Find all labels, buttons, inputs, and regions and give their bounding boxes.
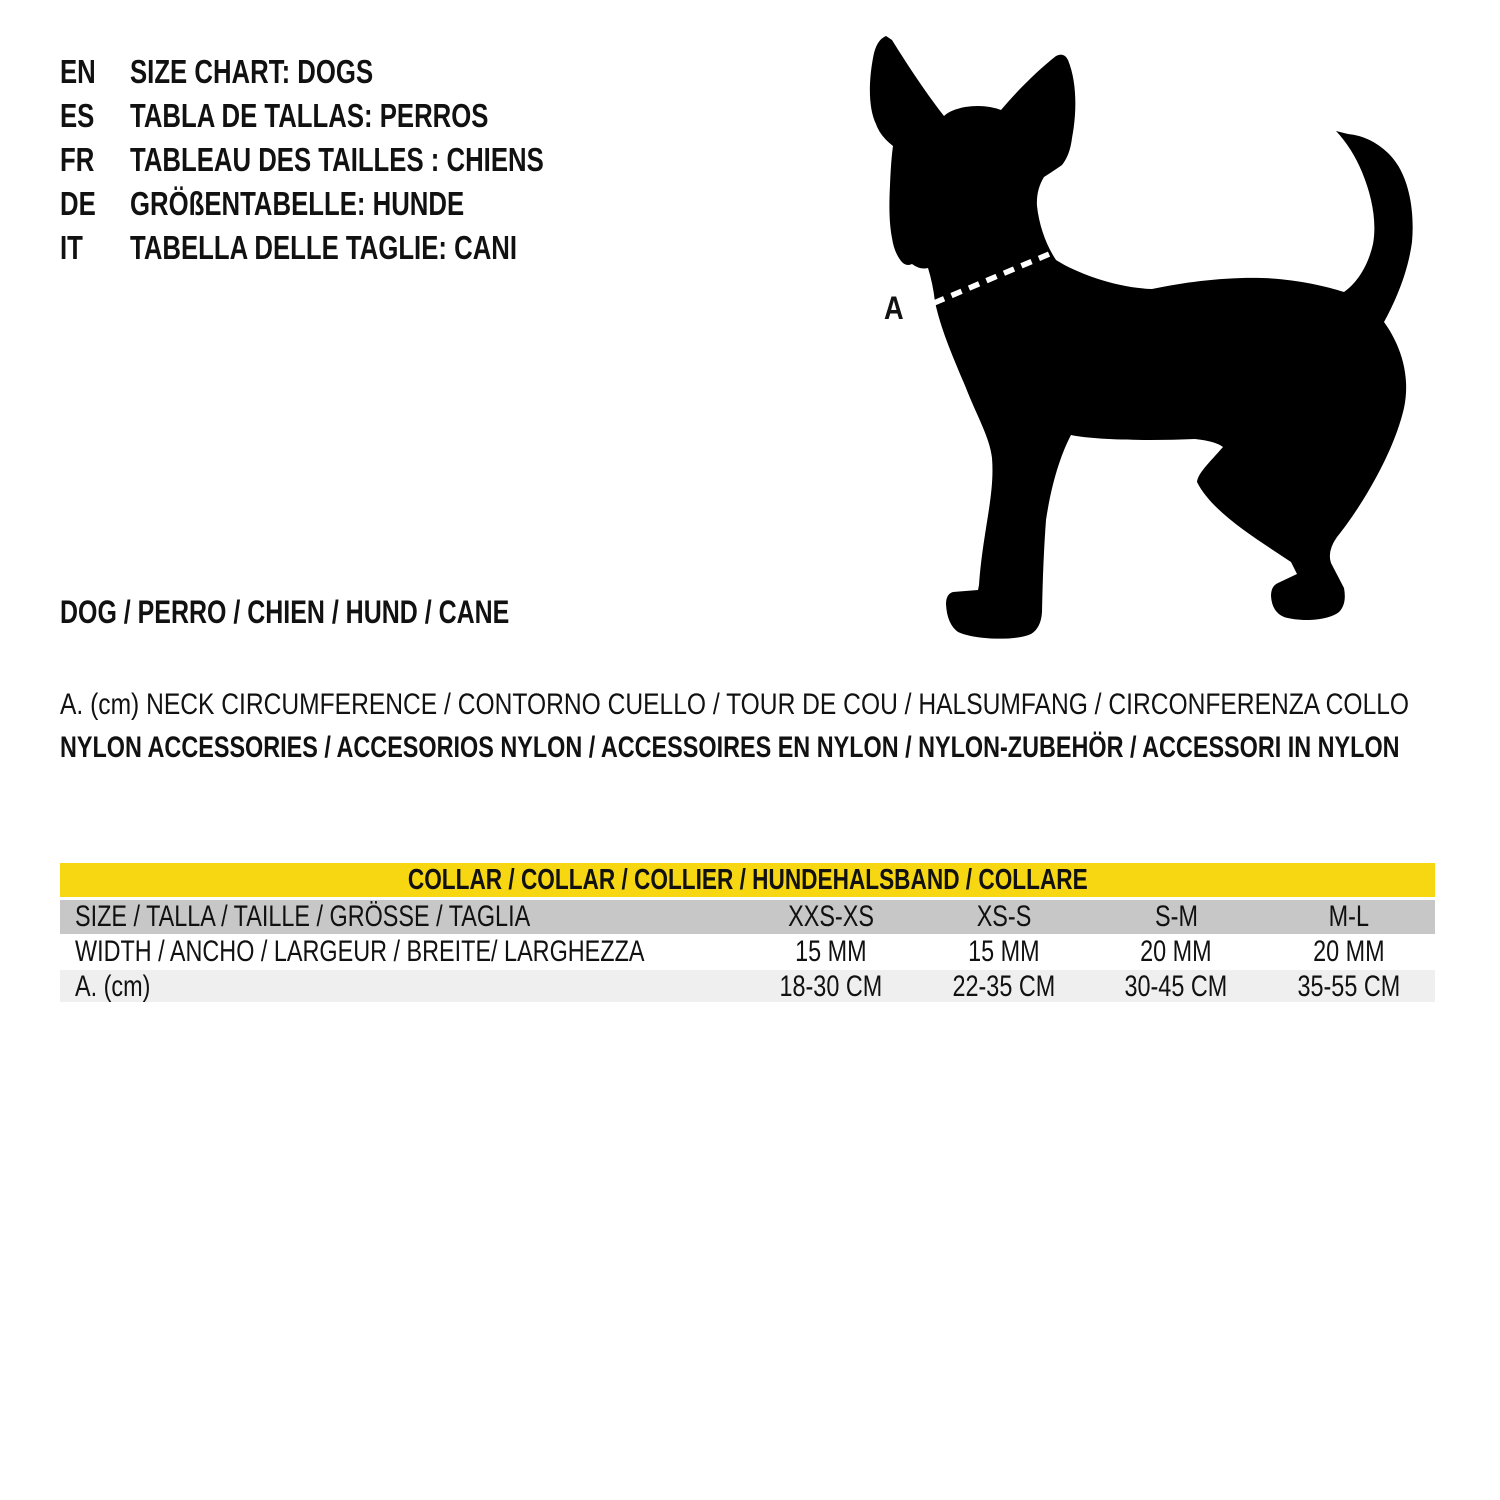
dog-silhouette <box>870 36 1413 639</box>
size-table <box>60 863 1435 1002</box>
width-value: 15 MM <box>795 935 868 968</box>
neck-range-value: 22-35 CM <box>952 970 1056 1003</box>
table-row-neck-circumference <box>60 970 1435 1002</box>
table-header: COLLAR / COLLAR / COLLIER / HUNDEHALSBAND / COLLARE <box>60 863 1435 897</box>
row-label: WIDTH / ANCHO / LARGEUR / BREITE/ LARGHEZZA <box>75 935 645 968</box>
neck-range-value: 18-30 CM <box>779 970 883 1003</box>
language-code: FR <box>60 141 95 178</box>
language-title: SIZE CHART: DOGS <box>130 53 374 90</box>
language-code: EN <box>60 53 96 90</box>
material-note: NYLON ACCESSORIES / ACCESORIOS NYLON / ACCESSOIRES EN NYLON / NYLON-ZUBEHÖR / ACCESSORI IN NYLON <box>60 731 1400 764</box>
size-value: M-L <box>1328 900 1369 933</box>
language-title: TABLEAU DES TAILLES : CHIENS <box>130 141 544 178</box>
row-label: SIZE / TALLA / TAILLE / GRÖSSE / TAGLIA <box>75 900 531 933</box>
size-value: XS-S <box>976 900 1032 933</box>
language-code: ES <box>60 97 95 134</box>
language-title: TABLA DE TALLAS: PERROS <box>130 97 489 134</box>
size-value: S-M <box>1154 900 1198 933</box>
measurement-legend: A. (cm) NECK CIRCUMFERENCE / CONTORNO CUELLO / TOUR DE COU / HALSUMFANG / CIRCONFERENZA COLLO <box>60 688 1410 721</box>
neck-range-value: 30-45 CM <box>1124 970 1228 1003</box>
language-code: IT <box>60 229 83 266</box>
width-value: 15 MM <box>967 935 1040 968</box>
width-value: 20 MM <box>1140 935 1213 968</box>
language-code: DE <box>60 185 96 222</box>
language-title: GRÖßENTABELLE: HUNDE <box>130 185 465 222</box>
language-title: TABELLA DELLE TAGLIE: CANI <box>130 229 518 266</box>
neck-range-value: 35-55 CM <box>1297 970 1401 1003</box>
width-value: 20 MM <box>1312 935 1385 968</box>
dog-caption: DOG / PERRO / CHIEN / HUND / CANE <box>60 594 510 630</box>
table-row-size <box>60 900 1435 934</box>
table-row-width <box>60 934 1435 970</box>
row-label: A. (cm) <box>75 970 151 1003</box>
neck-marker-label: A <box>884 290 904 326</box>
size-value: XXS-XS <box>788 900 875 933</box>
